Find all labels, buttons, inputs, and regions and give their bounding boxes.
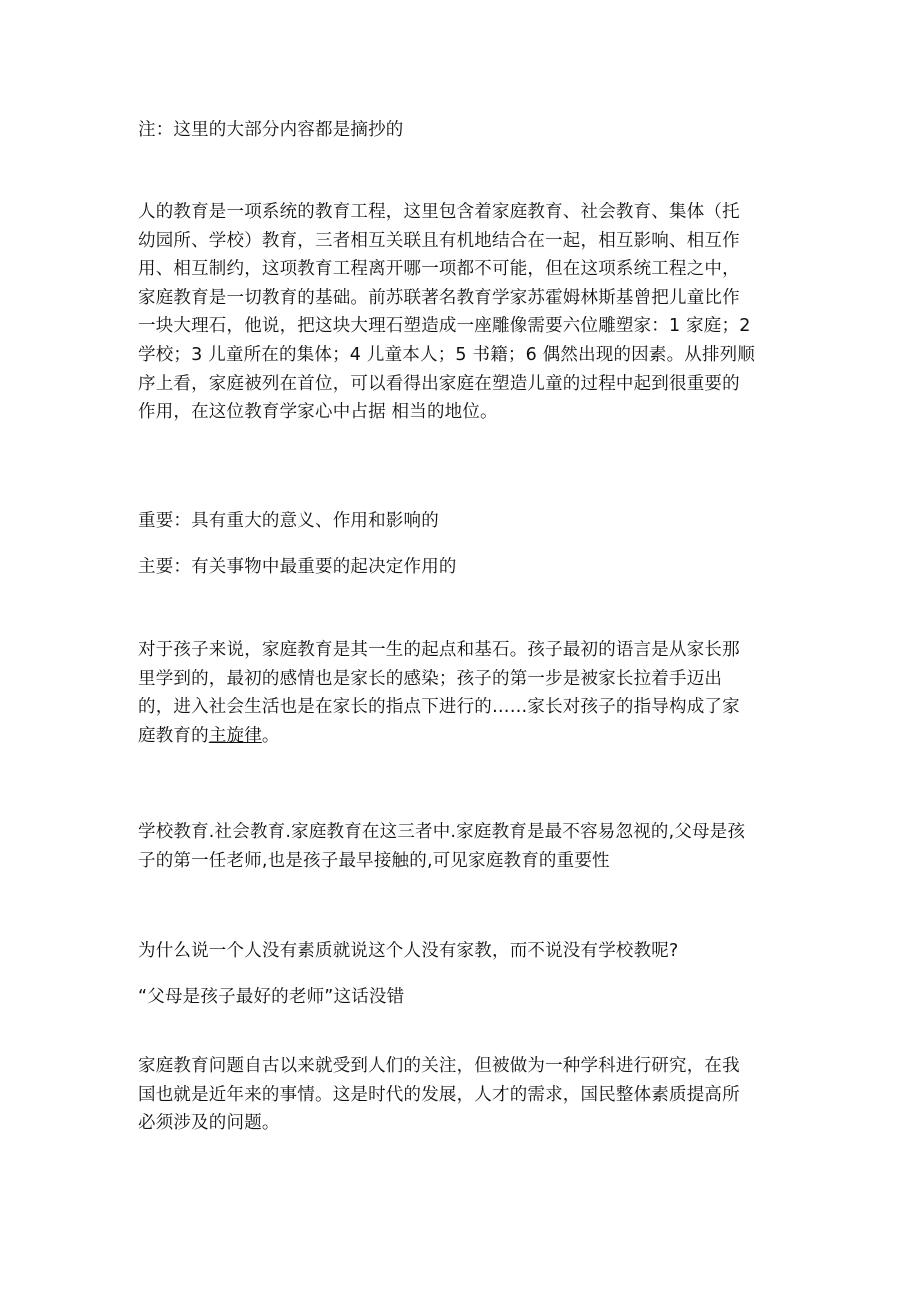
underlined-term: 主旋律 (208, 725, 262, 746)
paragraph-family-foundation (138, 636, 783, 750)
definition-text: 主要：有关事物中最重要的起决定作用的 (138, 557, 457, 577)
paragraph-line: 家庭教育问题自古以来就受到人们的关注，但被做为一种学科进行研究，在我 (138, 1056, 740, 1076)
question-line (138, 937, 783, 966)
note-line (138, 116, 783, 145)
paragraph-line: 国也就是近年来的事情。这是时代的发展，人才的需求，国民整体素质提高所 (138, 1084, 740, 1105)
quote-text: “父母是孩子最好的老师”这话没错 (138, 987, 405, 1007)
paragraph-line: 的，进入社会生活也是在家长的指点下进行的……家长对孩子的指导构成了家 (138, 697, 740, 718)
paragraph-line: 家庭教育是一切教育的基础。前苏联著名教育学家苏霍姆林斯基曾把儿童比作 (138, 287, 740, 308)
paragraph-line (138, 722, 783, 751)
paragraph-line: 序上看，家庭被列在首位，可以看得出家庭在塑造儿童的过程中起到很重要的 (138, 373, 740, 394)
paragraph-line: 对于孩子来说，家庭教育是其一生的起点和基石。孩子最初的语言是从家长那 (138, 640, 740, 660)
definition-text: 重要：具有重大的意义、作用和影响的 (138, 511, 439, 531)
paragraph-education-system (138, 198, 783, 427)
paragraph-line: 作用，在这位教育学家心中占据 相当的地位。 (138, 402, 498, 423)
question-text: 为什么说一个人没有素质就说这个人没有家教，而不说没有学校教呢? (138, 941, 679, 961)
paragraph-line: 学校教育.社会教育.家庭教育在这三者中.家庭教育是最不容易忽视的,父母是孩 (138, 822, 746, 842)
paragraph-line: 必须涉及的问题。 (138, 1113, 280, 1134)
paragraph-line: 里学到的，最初的感情也是家长的感染；孩子的第一步是被家长拉着手迈出 (138, 668, 723, 689)
definition-main (138, 553, 783, 582)
paragraph-line: 一块大理石，他说，把这块大理石塑造成一座雕像需要六位雕塑家：1 家庭；2 (138, 316, 751, 337)
paragraph-text: 庭教育的 (138, 725, 209, 746)
definition-important (138, 507, 783, 536)
paragraph-research (138, 1052, 783, 1138)
quote-line (138, 983, 783, 1012)
paragraph-line: 人的教育是一项系统的教育工程，这里包含着家庭教育、社会教育、集体（托 (138, 202, 740, 222)
paragraph-line: 用、相互制约，这项教育工程离开哪一项都不可能，但在这项系统工程之中， (138, 259, 740, 280)
paragraph-text: 。 (261, 725, 280, 746)
paragraph-line: 幼园所、学校）教育，三者相互关联且有机地结合在一起，相互影响、相互作 (138, 230, 740, 251)
paragraph-three-kinds (138, 818, 783, 875)
note-text: 注：这里的大部分内容都是摘抄的 (138, 120, 404, 140)
paragraph-line: 学校；3 儿童所在的集体；4 儿童本人；5 书籍；6 偶然出现的因素。从排列顺 (138, 344, 756, 365)
paragraph-line: 子的第一任老师,也是孩子最早接触的,可见家庭教育的重要性 (138, 850, 610, 871)
